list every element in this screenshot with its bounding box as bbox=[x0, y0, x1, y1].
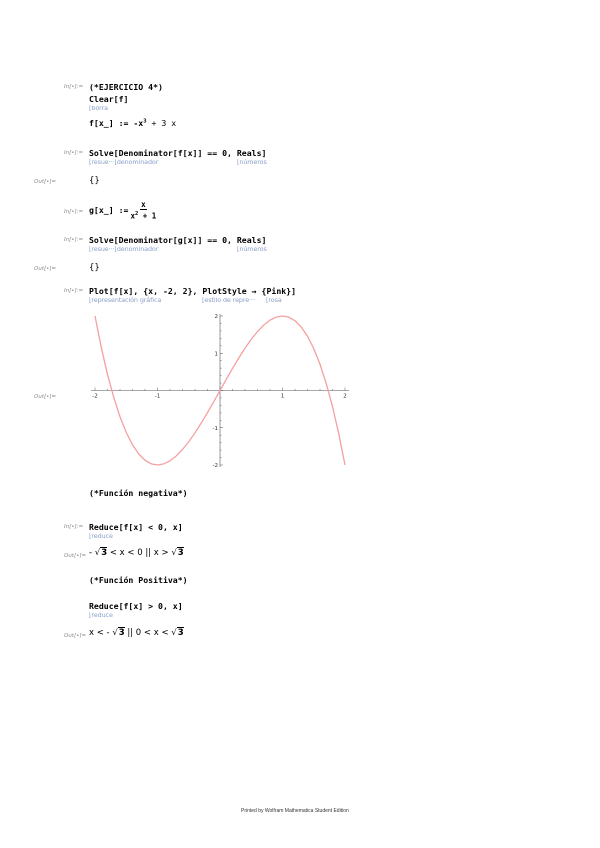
comment-ejercicio[interactable]: (*EJERCICIO 4*) bbox=[89, 82, 163, 92]
x-tick-label: -2 bbox=[92, 393, 98, 400]
input-label: In[•]:= bbox=[64, 150, 84, 156]
x-tick-label: 2 bbox=[343, 393, 347, 400]
autocomplete-hint: ⌊representación gráfica bbox=[89, 296, 162, 304]
y-tick-label: -2 bbox=[212, 463, 218, 469]
autocomplete-hint: ⌊rosa bbox=[266, 296, 282, 304]
reduce-positive[interactable]: Reduce[f[x] > 0, x] bbox=[89, 601, 183, 611]
g-definition[interactable]: g[x_] := $\frac{x}{x^2 + 1}$ bbox=[89, 199, 157, 221]
y-tick-label: 1 bbox=[214, 351, 218, 358]
output-label: Out[•]= bbox=[34, 179, 57, 185]
plot-command[interactable]: Plot[f[x], {x, -2, 2}, PlotStyle → {Pink}] bbox=[89, 286, 297, 296]
solve-denominator-g[interactable]: Solve[Denominator[g[x]] == 0, Reals] bbox=[89, 235, 267, 245]
output-label: Out[•]= bbox=[34, 394, 57, 400]
autocomplete-hint: ⌊números bbox=[237, 158, 267, 166]
input-label: In[•]:= bbox=[64, 237, 84, 243]
comment-funcion-negativa[interactable]: (*Función negativa*) bbox=[89, 488, 188, 498]
autocomplete-hint: ⌊reduce bbox=[89, 532, 113, 540]
comment-funcion-positiva[interactable]: (*Función Positiva*) bbox=[89, 575, 188, 585]
autocomplete-hint: ⌊reduce bbox=[89, 611, 113, 619]
output-label: Out[•]= bbox=[64, 633, 87, 639]
input-label: In[•]:= bbox=[64, 84, 84, 90]
autocomplete-hint: ⌊resue···⌊denominador bbox=[89, 245, 159, 253]
reduce-positive-output: x < - √3 || 0 < x < √3 bbox=[89, 628, 184, 638]
x-tick-label: -1 bbox=[154, 393, 161, 400]
output-label: Out[•]= bbox=[34, 266, 57, 272]
sqrt: √3 bbox=[171, 548, 184, 558]
sqrt: √3 bbox=[112, 628, 125, 638]
output-label: Out[•]= bbox=[64, 553, 87, 559]
y-tick-label: 2 bbox=[214, 314, 218, 320]
input-label: In[•]:= bbox=[64, 209, 84, 215]
input-label: In[•]:= bbox=[64, 524, 84, 530]
reduce-negative-output: - √3 < x < 0 || x > √3 bbox=[89, 548, 184, 558]
input-label: In[•]:= bbox=[64, 288, 84, 294]
solve-denominator-f[interactable]: Solve[Denominator[f[x]] == 0, Reals] bbox=[89, 148, 267, 158]
f-definition[interactable]: f[x_] := $-x^3 + 3$ x bbox=[89, 118, 177, 128]
autocomplete-hint: ⌊estilo de repre··· bbox=[202, 296, 255, 304]
clear-command[interactable]: Clear[f] bbox=[89, 94, 129, 104]
y-tick-label: -1 bbox=[212, 425, 218, 432]
output-empty-list: {} bbox=[89, 176, 100, 186]
footer-note: Printed by Wolfram Mathematica Student Edition bbox=[241, 808, 349, 814]
autocomplete-hint: ⌊resue···⌊denominador bbox=[89, 158, 159, 166]
output-empty-list: {} bbox=[89, 263, 100, 273]
fraction: $\frac{x}{x^2 + 1}$ bbox=[130, 199, 157, 221]
x-tick-label: 1 bbox=[280, 393, 285, 400]
autocomplete-hint: ⌊números bbox=[237, 245, 267, 253]
sqrt: √3 bbox=[94, 548, 108, 558]
function-plot[interactable] bbox=[80, 308, 360, 470]
sqrt: √3 bbox=[171, 628, 184, 638]
reduce-negative[interactable]: Reduce[f[x] < 0, x] bbox=[89, 522, 183, 532]
autocomplete-hint: ⌊borra bbox=[89, 104, 108, 112]
